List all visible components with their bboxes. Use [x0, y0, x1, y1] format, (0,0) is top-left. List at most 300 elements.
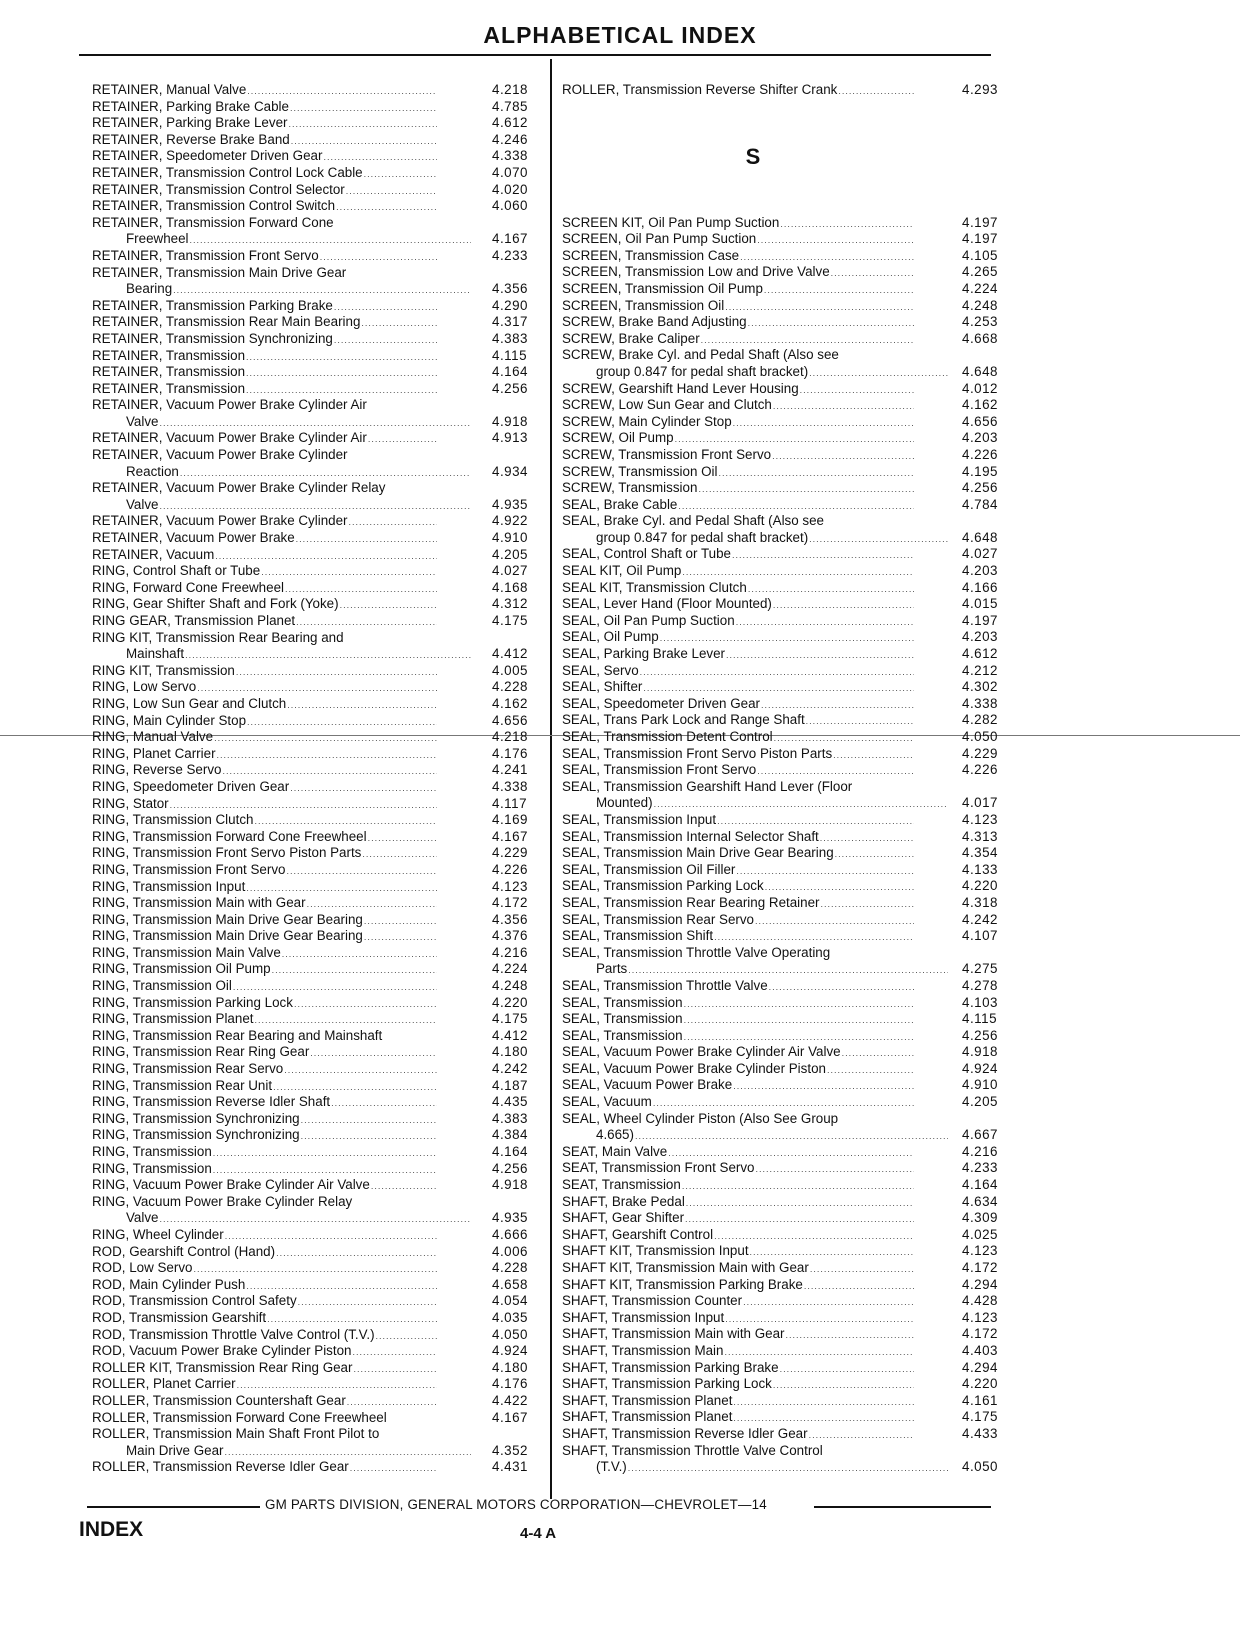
entry-page-number: 4.293	[962, 82, 999, 97]
entry-leader	[562, 248, 914, 266]
entry-leader	[92, 1044, 437, 1062]
dot-leader	[336, 199, 437, 216]
entry-page-number: 4.294	[962, 1359, 999, 1375]
dot-leader	[740, 249, 914, 266]
index-entry	[562, 1409, 1004, 1426]
page-title: ALPHABETICAL INDEX	[483, 22, 757, 48]
entry-name: ROD, Gearshift Control (Hand)	[92, 1243, 276, 1259]
dot-leader	[838, 83, 914, 100]
dot-leader	[340, 597, 437, 614]
index-entry	[92, 530, 542, 547]
dot-leader	[635, 1128, 948, 1145]
entry-leader	[92, 895, 437, 913]
entry-leader	[92, 248, 437, 266]
entry-page-number: 4.017	[962, 795, 999, 811]
index-entry	[562, 978, 1004, 995]
entry-leader	[562, 546, 914, 564]
dot-leader	[364, 913, 437, 930]
entry-leader	[92, 829, 437, 847]
entry-name: (T.V.)	[596, 1459, 627, 1475]
dot-leader	[678, 498, 914, 515]
index-entry	[92, 1343, 542, 1360]
dot-leader	[368, 830, 437, 847]
entry-page-number: 4.935	[492, 1210, 529, 1226]
entry-name: RING, Wheel Cylinder	[92, 1226, 224, 1242]
index-entry	[562, 712, 1004, 729]
entry-name: SEAT, Main Valve	[562, 1143, 668, 1159]
index-entry	[562, 679, 1004, 696]
entry-page-number: 4.203	[962, 563, 999, 579]
index-entry	[562, 1111, 1004, 1128]
entry-leader	[92, 99, 437, 117]
entry-page-number: 4.006	[492, 1243, 529, 1259]
entry-name: SEAL, Vacuum	[562, 1094, 652, 1110]
index-entry	[92, 381, 542, 398]
index-entry	[92, 1376, 542, 1393]
dot-leader	[233, 979, 437, 996]
entry-leader	[92, 613, 437, 631]
index-entry	[562, 1443, 1004, 1460]
entry-name: RETAINER, Transmission Rear Main Bearing	[92, 314, 361, 330]
dot-leader	[247, 83, 437, 100]
index-entry	[92, 364, 542, 381]
index-entry	[92, 265, 542, 282]
entry-leader	[92, 696, 437, 714]
dot-leader	[685, 1211, 914, 1228]
entry-name: SEAL, Transmission Internal Selector Shaft	[562, 828, 819, 844]
entry-leader	[562, 1326, 914, 1344]
entry-page-number: 4.054	[492, 1293, 529, 1309]
entry-page-number: 4.376	[492, 928, 529, 944]
entry-name: ROLLER, Transmission Main Shaft Front Pilot to	[92, 1426, 380, 1442]
index-entry	[562, 613, 1004, 630]
entry-leader	[562, 1409, 914, 1427]
entry-leader	[92, 1078, 437, 1096]
entry-name: Mainshaft	[126, 646, 185, 662]
entry-page-number: 4.161	[962, 1392, 999, 1408]
entry-page-number: 4.256	[962, 1027, 999, 1043]
entry-page-number: 4.220	[962, 1376, 999, 1392]
entry-leader	[562, 331, 914, 349]
index-entry	[562, 447, 1004, 464]
entry-page-number: 4.205	[492, 546, 529, 562]
entry-name: RETAINER, Transmission	[92, 380, 246, 396]
entry-leader	[562, 663, 914, 681]
index-entry	[92, 829, 542, 846]
dot-leader	[714, 929, 914, 946]
entry-leader	[92, 1459, 437, 1477]
entry-name: ROLLER KIT, Transmission Rear Ring Gear	[92, 1359, 353, 1375]
entry-leader	[92, 1393, 437, 1411]
entry-leader	[92, 1127, 437, 1145]
index-entry	[92, 762, 542, 779]
entry-name: RING, Transmission Input	[92, 878, 246, 894]
entry-name: SEAL, Transmission	[562, 994, 683, 1010]
entry-leader	[562, 530, 948, 548]
entry-name: group 0.847 for pedal shaft bracket)	[596, 529, 809, 545]
entry-leader	[92, 547, 437, 565]
entry-name: SCREW, Brake Cyl. and Pedal Shaft (Also see	[562, 347, 839, 363]
index-entry	[562, 1094, 1004, 1111]
entry-page-number: 4.224	[962, 280, 999, 296]
dot-leader	[660, 630, 914, 647]
dot-leader	[835, 846, 914, 863]
entry-page-number: 4.020	[492, 181, 529, 197]
entry-page-number: 4.435	[492, 1094, 529, 1110]
entry-leader	[562, 480, 914, 498]
index-entry	[562, 1177, 1004, 1194]
entry-name: Freewheel	[126, 231, 189, 247]
index-entry	[562, 430, 1004, 447]
entry-page-number: 4.164	[492, 1144, 529, 1159]
entry-leader	[562, 712, 914, 730]
entry-name: RING, Transmission	[92, 1160, 212, 1176]
index-entry	[562, 546, 1004, 563]
dot-leader	[246, 1278, 437, 1295]
entry-leader	[562, 795, 948, 813]
index-entry	[92, 198, 542, 215]
entry-leader	[562, 215, 914, 233]
dot-leader	[765, 879, 914, 896]
entry-name: SEAL, Oil Pump	[562, 629, 659, 645]
entry-name: RING, Forward Cone Freewheel	[92, 579, 285, 595]
entry-page-number: 4.164	[962, 1177, 999, 1193]
entry-name: SHAFT, Transmission Counter	[562, 1293, 743, 1309]
entry-leader	[92, 1376, 437, 1394]
page-number: 4-4 A	[520, 1525, 557, 1542]
entry-name: RING, Transmission Parking Lock	[92, 994, 293, 1010]
entry-leader	[562, 314, 914, 332]
dot-leader	[296, 531, 437, 548]
entry-leader	[562, 961, 948, 979]
index-entry	[562, 364, 1004, 381]
index-entry	[562, 795, 1004, 812]
entry-page-number: 4.060	[492, 198, 529, 214]
section-letter-heading	[562, 99, 1004, 215]
dot-leader	[261, 564, 437, 581]
index-entry	[562, 231, 1004, 248]
entry-page-number: 4.203	[962, 629, 999, 645]
entry-name: SCREW, Transmission Front Servo	[562, 446, 772, 462]
index-entry	[92, 1244, 542, 1261]
index-entry	[92, 1161, 542, 1178]
entry-leader	[92, 1061, 437, 1079]
entry-leader	[92, 945, 437, 963]
entry-page-number: 4.216	[492, 944, 529, 960]
entry-name: SHAFT, Transmission Throttle Valve Control	[562, 1442, 823, 1458]
footer-text: GM PARTS DIVISION, GENERAL MOTORS CORPORATION—CHEVROLET—14	[265, 1497, 767, 1512]
entry-page-number: 4.167	[492, 1409, 529, 1425]
entry-page-number: 4.924	[962, 1060, 999, 1076]
dot-leader	[682, 564, 914, 581]
entry-page-number: 4.164	[492, 364, 529, 380]
entry-page-number: 4.169	[492, 812, 529, 828]
entry-name: RETAINER, Parking Brake Lever	[92, 115, 288, 131]
entry-leader	[92, 1111, 437, 1129]
entry-page-number: 4.913	[492, 430, 529, 446]
dot-leader	[804, 1278, 914, 1295]
entry-name: 4.665)	[596, 1127, 634, 1143]
entry-page-number: 4.668	[962, 330, 999, 346]
entry-page-number: 4.035	[492, 1309, 529, 1325]
dot-leader	[733, 415, 914, 432]
dot-leader	[160, 498, 471, 515]
entry-page-number: 4.212	[962, 662, 999, 678]
dot-leader	[750, 1244, 914, 1261]
entry-leader	[92, 762, 437, 780]
dot-leader	[273, 1079, 437, 1096]
dot-leader	[170, 797, 437, 814]
dot-leader	[682, 1178, 914, 1195]
entry-page-number: 4.218	[492, 729, 529, 745]
entry-leader	[92, 1443, 471, 1461]
entry-name: SEAL, Transmission Front Servo	[562, 762, 757, 778]
entry-leader	[92, 464, 471, 482]
entry-leader	[92, 1227, 437, 1245]
entry-name: SEAL, Servo	[562, 662, 639, 678]
index-entry	[562, 1061, 1004, 1078]
entry-page-number: 4.241	[492, 762, 529, 778]
entry-leader	[562, 1243, 914, 1261]
index-entry	[92, 1227, 542, 1244]
entry-leader	[92, 845, 437, 863]
entry-name: ROLLER, Transmission Forward Cone Freewheel	[92, 1409, 387, 1425]
entry-leader	[562, 1360, 914, 1378]
entry-leader	[562, 928, 914, 946]
dot-leader	[827, 1062, 914, 1079]
entry-name: SCREEN, Transmission Oil Pump	[562, 280, 763, 296]
index-entry	[92, 1210, 542, 1227]
entry-leader	[92, 912, 437, 930]
index-entry	[92, 1127, 542, 1144]
entry-leader	[562, 1061, 914, 1079]
entry-leader	[562, 829, 914, 847]
index-entry	[92, 1293, 542, 1310]
entry-page-number: 4.005	[492, 662, 529, 678]
entry-name: ROD, Transmission Control Safety	[92, 1293, 297, 1309]
dot-leader	[334, 299, 437, 316]
entry-page-number: 4.246	[492, 131, 529, 147]
index-entry	[562, 1376, 1004, 1393]
index-entry	[562, 248, 1004, 265]
entry-name: RING KIT, Transmission Rear Bearing and	[92, 629, 344, 645]
index-entry	[562, 945, 1004, 962]
index-entry	[92, 1426, 542, 1443]
entry-name: RING, Transmission Rear Servo	[92, 1061, 284, 1077]
entry-page-number: 4.318	[962, 894, 999, 910]
entry-leader	[92, 1244, 437, 1262]
dot-leader	[331, 1095, 437, 1112]
entry-name: SEAL, Transmission Front Servo Piston Parts	[562, 745, 833, 761]
index-entry	[562, 397, 1004, 414]
footer-rule-right	[814, 1506, 991, 1508]
dot-leader	[364, 166, 437, 183]
entry-page-number: 4.935	[492, 496, 529, 512]
entry-page-number: 4.197	[962, 612, 999, 628]
dot-leader	[285, 581, 437, 598]
entry-leader	[92, 215, 542, 232]
index-entry	[562, 264, 1004, 281]
entry-name: SHAFT, Transmission Reverse Idler Gear	[562, 1425, 808, 1441]
index-entry	[562, 746, 1004, 763]
entry-name: RETAINER, Vacuum Power Brake Cylinder	[92, 513, 348, 529]
dot-leader	[733, 1078, 914, 1095]
dot-leader	[288, 116, 437, 133]
entry-leader	[92, 1144, 437, 1162]
dot-leader	[724, 1344, 914, 1361]
dot-leader	[222, 763, 437, 780]
entry-name: Reaction	[126, 463, 179, 479]
index-entry	[92, 630, 542, 647]
entry-page-number: 4.226	[962, 762, 999, 778]
dot-leader	[284, 1062, 437, 1079]
index-entry	[92, 995, 542, 1012]
entry-name: RING, Transmission Forward Cone Freewheel	[92, 828, 367, 844]
entry-name: RING, Low Servo	[92, 679, 197, 695]
index-entry	[562, 1293, 1004, 1310]
entry-leader	[92, 148, 437, 166]
index-entry	[92, 331, 542, 348]
dot-leader	[323, 149, 437, 166]
entry-page-number: 4.103	[962, 994, 999, 1010]
index-entry	[562, 878, 1004, 895]
entry-page-number: 4.105	[962, 247, 999, 263]
entry-leader	[562, 995, 914, 1013]
entry-page-number: 4.910	[962, 1077, 999, 1093]
right-index-column	[562, 82, 1004, 1476]
dot-leader	[301, 1112, 437, 1129]
entry-page-number: 4.302	[962, 679, 999, 695]
dot-leader	[214, 730, 437, 747]
entry-page-number: 4.256	[962, 480, 999, 496]
index-entry	[562, 1343, 1004, 1360]
index-entry	[92, 1044, 542, 1061]
entry-page-number: 4.216	[962, 1143, 999, 1159]
dot-leader	[282, 946, 437, 963]
index-entry	[92, 348, 542, 365]
entry-leader	[562, 1393, 914, 1411]
entry-name: SCREEN, Transmission Oil	[562, 297, 725, 313]
dot-leader	[748, 581, 914, 598]
entry-name: RING, Transmission Reverse Idler Shaft	[92, 1094, 331, 1110]
dot-leader	[698, 481, 914, 498]
entry-leader	[92, 1161, 437, 1179]
entry-leader	[92, 265, 542, 282]
index-entry	[92, 1078, 542, 1095]
index-entry	[562, 1277, 1004, 1294]
entry-name: Valve	[126, 413, 159, 429]
entry-name: RING, Low Sun Gear and Clutch	[92, 695, 287, 711]
entry-leader	[562, 1028, 914, 1046]
dot-leader	[772, 448, 914, 465]
entry-page-number: 4.383	[492, 330, 529, 346]
entry-leader	[562, 1111, 1004, 1128]
index-entry	[92, 928, 542, 945]
dot-leader	[809, 1427, 914, 1444]
entry-page-number: 4.167	[492, 828, 529, 844]
index-entry	[92, 182, 542, 199]
dot-leader	[376, 1328, 437, 1345]
index-entry	[562, 779, 1004, 796]
entry-leader	[92, 1410, 437, 1427]
entry-leader	[92, 198, 437, 216]
entry-name: SHAFT KIT, Transmission Main with Gear	[562, 1260, 809, 1275]
index-entry	[92, 298, 542, 315]
entry-page-number: 4.918	[492, 413, 529, 429]
entry-leader	[562, 397, 914, 415]
entry-leader	[92, 381, 437, 399]
entry-name: SCREW, Brake Caliper	[562, 330, 700, 346]
index-entry	[92, 447, 542, 464]
dot-leader	[701, 332, 914, 349]
entry-page-number: 4.242	[492, 1061, 529, 1077]
index-entry	[562, 1044, 1004, 1061]
index-entry	[92, 82, 542, 99]
entry-name: ROD, Transmission Throttle Valve Control (T.V.)	[92, 1326, 375, 1342]
entry-page-number: 4.428	[962, 1293, 999, 1309]
entry-leader	[92, 281, 471, 299]
dot-leader	[628, 962, 948, 979]
index-entry	[92, 978, 542, 995]
index-entry	[92, 281, 542, 298]
entry-leader	[562, 596, 914, 614]
entry-page-number: 4.162	[962, 397, 999, 413]
entry-page-number: 4.115	[962, 1011, 998, 1027]
entry-leader	[562, 1443, 1004, 1460]
entry-name: ROD, Main Cylinder Push	[92, 1276, 246, 1292]
entry-name: SEAL, Vacuum Power Brake	[562, 1077, 733, 1093]
dot-leader	[719, 465, 914, 482]
entry-name: RING, Control Shaft or Tube	[92, 563, 261, 579]
dot-leader	[684, 996, 914, 1013]
entry-page-number: 4.226	[492, 861, 529, 877]
entry-leader	[92, 1194, 542, 1211]
entry-page-number: 4.924	[492, 1343, 529, 1359]
entry-name: RETAINER, Manual Valve	[92, 82, 247, 97]
index-entry	[92, 1144, 542, 1161]
entry-name: RETAINER, Vacuum	[92, 546, 215, 562]
entry-leader	[562, 430, 914, 448]
entry-page-number: 4.175	[492, 1011, 529, 1027]
dot-leader	[215, 548, 437, 565]
entry-leader	[92, 746, 437, 764]
index-entry	[92, 115, 542, 132]
dot-leader	[654, 796, 948, 813]
entry-page-number: 4.162	[492, 695, 529, 711]
dot-leader	[809, 531, 948, 548]
dot-leader	[684, 1012, 914, 1029]
index-entry	[562, 1227, 1004, 1244]
dot-leader	[290, 100, 437, 117]
entry-name: SEAT, Transmission Front Servo	[562, 1160, 755, 1176]
entry-page-number: 4.354	[962, 845, 999, 861]
dot-leader	[255, 1012, 438, 1029]
entry-leader	[562, 264, 914, 282]
entry-leader	[562, 646, 914, 664]
entry-leader	[92, 298, 437, 316]
entry-name: SCREW, Brake Band Adjusting	[562, 314, 747, 330]
entry-name: Bearing	[126, 281, 173, 297]
dot-leader	[185, 647, 471, 664]
dot-leader	[350, 1460, 437, 1477]
index-entry	[92, 248, 542, 265]
dot-leader	[197, 680, 437, 697]
entry-page-number: 4.383	[492, 1110, 529, 1126]
entry-name: SCREW, Transmission Oil	[562, 463, 718, 479]
dot-leader	[294, 996, 437, 1013]
entry-name: RING, Speedometer Driven Gear	[92, 778, 290, 794]
entry-name: RING, Transmission	[92, 1144, 212, 1159]
